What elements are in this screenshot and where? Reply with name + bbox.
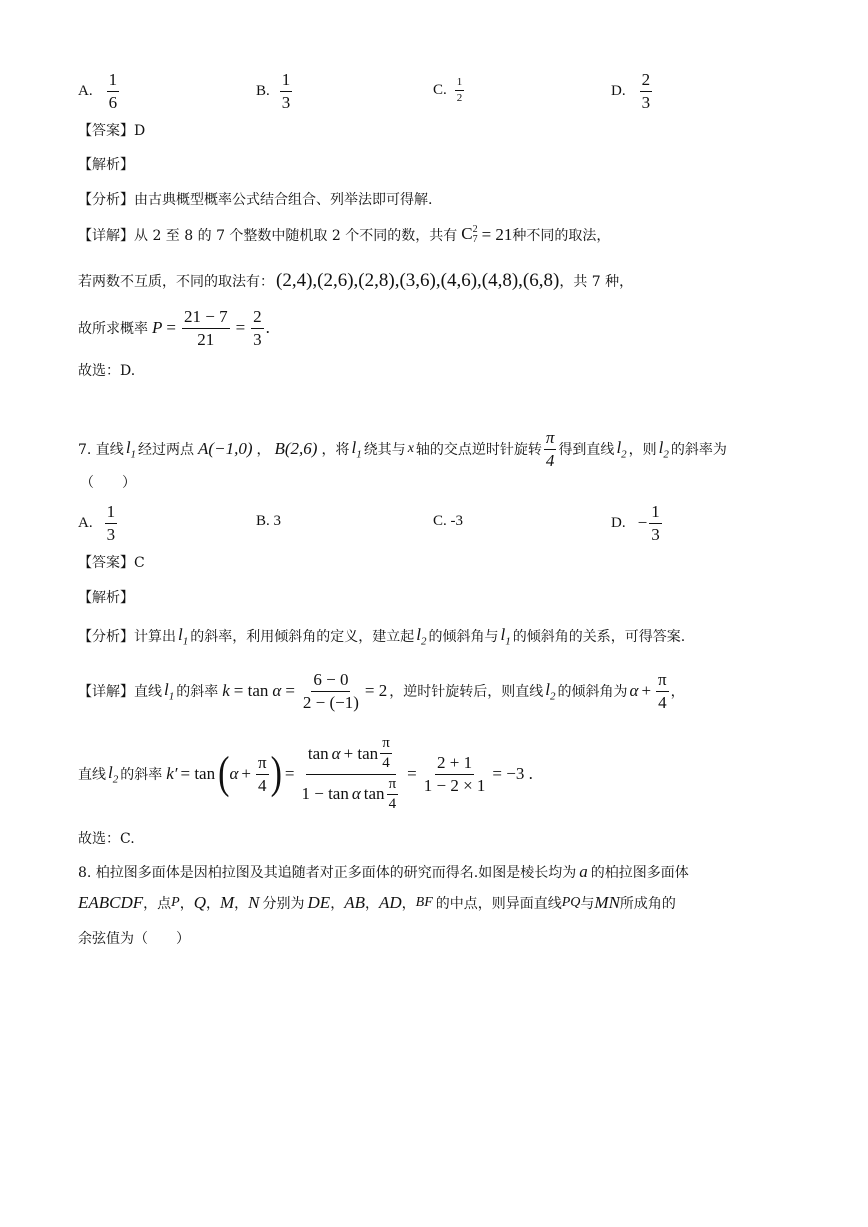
q7-option-c[interactable] [433,513,463,530]
q6-option-a[interactable] [78,70,121,112]
text: 所成角的 [619,896,676,912]
q8-line-1: 8. 柏拉图多面体是因柏拉图及其追随者对正多面体的研究而得名.如图是棱长均为 a 的柏拉图多面体 [78,862,689,881]
option-label: C. -3 [433,513,463,529]
text: 轴的交点逆时针旋转 [415,442,542,459]
var-p: P [152,318,163,338]
text: 7. 直线 [78,442,124,459]
pairs-list: (2,4),(2,6),(2,8),(3,6),(4,6),(4,8),(6,8) [276,270,560,291]
var-x: x [407,441,414,457]
q7-analysis-title: 【解析】 [78,590,134,606]
q7-option-a[interactable] [78,502,119,544]
combination-symbol: C 2 7 [461,224,478,246]
q7-option-b[interactable] [256,513,281,530]
text: 分别为 [262,896,305,912]
text: ，将 [321,442,350,459]
formula: = 21 [481,224,513,244]
text: 绕其与 [363,442,406,459]
option-fraction: $\frac{1}{3}$ [281,70,291,112]
text: 直线 [78,767,106,783]
text: 与 [580,896,595,912]
polyhedron-name: EABCDF [78,893,144,912]
q7-stem: 7. 直线 $l_1$ 经过两点 A(−1,0) ， B(2,6) ，将 $l_1$ 绕其与 x 轴的交点逆时针旋转 $\frac{\pi}{4}$ 得到直线 $l_2$ ，则 $l_2$ 的斜率为 [78,428,727,470]
q6-detail [78,224,610,245]
text: 【分析】计算出 [78,629,176,646]
q6-conclusion: 故选：D. [78,363,136,379]
option-label: A. [78,82,93,99]
point-a: A(−1,0) [198,439,253,459]
text: 若两数不互质，不同的取法有： [78,274,274,290]
text: 的斜率，利用倾斜角的定义，建立起 [190,629,415,646]
text: ，共 7 种， [559,274,634,290]
q7-detail-1: 【详解】直线 $l_1$ 的斜率 k = tan α = $\frac{6 - 0}{2 - (-1)}$ = 2 ，逆时针旋转后，则直线 $l_2$ 的倾斜角为 α + $\frac{\pi}{4}$ ， [78,670,685,712]
prob-result: $\frac{2}{3}$ [253,307,262,349]
option-label: C. [433,81,447,98]
text: 【详解】从 2 至 8 的 7 个整数中随机取 2 个不同的数，共有 [78,227,458,244]
pi-fraction: $\frac{\pi}{4}$ [658,670,667,712]
text: 得到直线 [558,442,615,459]
q7-fenxi: 【分析】计算出 $l_1$ 的斜率，利用倾斜角的定义，建立起 $l_2$ 的倾斜角与 $l_1$ 的倾斜角的关系，可得答案. [78,625,686,648]
text: 种不同的取法， [512,227,611,244]
text: ，点 [143,896,172,912]
text: 的倾斜角与 [428,629,499,646]
q7-conclusion: 故选：C. [78,831,135,847]
q8-line-2: EABCDF ，点 P ， Q ， M ， N 分别为 DE ， AB ， AD ， BF 的中点，则异面直线 PQ 与 MN 所成角的 [78,893,676,912]
var-l1: $l_1$ [351,437,362,461]
option-fraction: $\frac{1}{3}$ [106,502,116,544]
q8-line-3: 余弦值为（ ） [78,931,190,947]
text: 的斜率 [176,684,219,701]
text: 的倾斜角为 [557,684,628,701]
q6-option-b[interactable] [256,70,294,112]
text: 的斜率为 [670,442,727,459]
option-label: B. 3 [256,513,282,529]
angle-fraction: $\frac{\pi}{4}$ [545,428,555,470]
var-l2: $l_2$ [616,437,627,461]
text: ，逆时针旋转后，则直线 [389,684,544,701]
text: 经过两点 [138,442,195,459]
slope-fraction: $\frac{6 - 0}{2 - (-1)}$ [302,670,359,712]
option-fraction: $\frac{1}{6}$ [108,70,118,112]
point-b: B(2,6) [274,439,318,459]
tan-sum-fraction: tan α + tan $\frac{\pi}{4}$ 1 − tan α tan $\frac{\pi}{4}$ [301,735,397,812]
q7-option-d[interactable]: D. − $\frac{1}{3}$ [611,502,660,544]
option-label: B. [256,82,270,99]
q6-option-d[interactable] [611,70,654,112]
text: ，则 [628,442,657,459]
text: 【详解】直线 [78,684,162,701]
prob-fraction: $\frac{21 - 7}{21}$ [183,307,228,349]
var-l1: $l_1$ [125,437,137,461]
option-label: D. [611,514,626,531]
text: 8. 柏拉图多面体是因柏拉图及其追随者对正多面体的研究而得名.如图是棱长均为 [78,865,577,881]
text: 的倾斜角的关系，可得答案. [512,629,686,646]
q6-fenxi: 【分析】由古典概型概率公式结合组合、列举法即可得解. [78,192,433,208]
text: 的斜率 [120,767,163,783]
text: 故所求概率 [78,321,148,338]
q6-probability: 故所求概率 P = $\frac{21 - 7}{21}$ = $\frac{2}{3}$ . [78,307,270,349]
q7-answer: 【答案】C [78,555,145,571]
q7-detail-2: 直线 $l_2$ 的斜率 k′ = tan ( α + $\frac{\pi}{4}$ ) = tan α + tan $\frac{\pi}{4}$ 1 − tan α tan $\frac{\pi}{4}$ = $\frac{2 + 1}{1 - 2 \times 1}$ = −3 . [78,735,533,812]
q6-option-c[interactable] [433,76,466,104]
q6-answer: 【答案】D [78,123,146,139]
option-fraction: $\frac{2}{3}$ [641,70,651,112]
option-fraction: $\frac{1}{2}$ [456,76,463,104]
q7-blank: （ ） [80,475,136,491]
option-label: A. [78,514,93,531]
text: 的柏拉图多面体 [590,865,689,881]
option-fraction: $\frac{1}{3}$ [651,502,660,544]
text: 的中点，则异面直线 [435,896,562,912]
q6-pairs [78,270,633,292]
var-l2: $l_2$ [658,437,669,461]
option-label: D. [611,82,626,99]
q6-analysis-title: 【解析】 [78,157,134,173]
